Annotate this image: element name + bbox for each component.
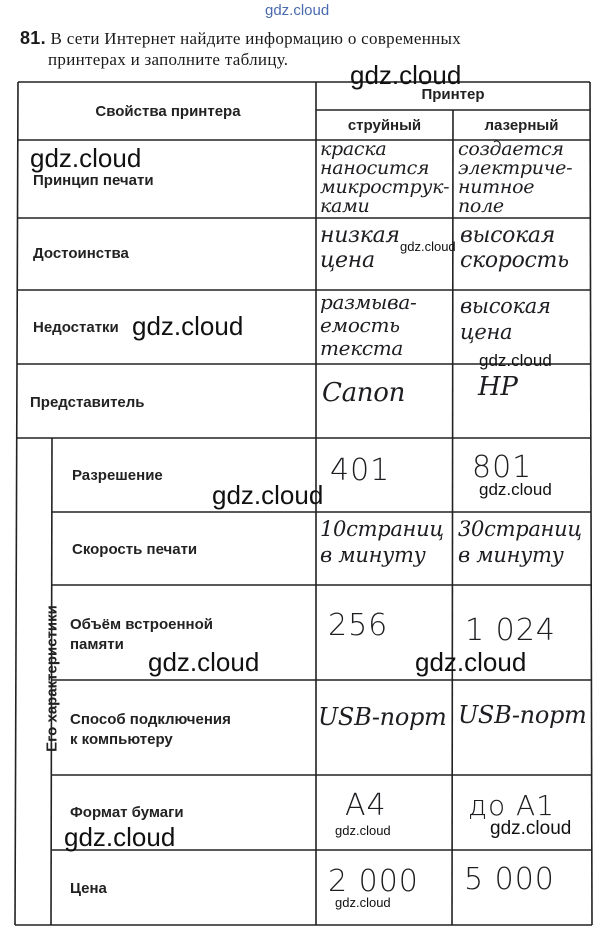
answer-laser-disadvantages: высокая цена — [460, 294, 551, 344]
row-label-resolution: Разрешение — [72, 467, 163, 484]
answer-laser-principle: создается электриче- нитное поле — [458, 138, 573, 217]
header-property: Свойства принтера — [95, 103, 241, 120]
answer-inkjet-price: 2 000 — [328, 864, 419, 899]
task-number: 81. — [20, 28, 46, 48]
header-inkjet: струйный — [347, 117, 422, 134]
group-label: Его характеристики — [43, 605, 61, 752]
watermark: gdz.cloud — [479, 480, 552, 499]
answer-laser-resolution: 801 — [472, 450, 533, 485]
watermark-top: gdz.cloud — [265, 2, 330, 19]
watermark: gdz.cloud — [400, 239, 456, 254]
header-printer: Принтер — [421, 86, 485, 103]
row-label-principle: Принцип печати — [33, 172, 154, 189]
watermark: gdz.cloud — [490, 818, 572, 839]
answer-inkjet-disadvantages: размыва- емость текста — [320, 290, 417, 360]
watermark: gdz.cloud — [132, 311, 244, 341]
row-label-memory: Объём встроенной памяти — [70, 616, 213, 653]
row-label-speed: Скорость печати — [72, 541, 198, 558]
answer-inkjet-memory: 256 — [328, 608, 389, 643]
row-label-disadvantages: Недостатки — [33, 319, 119, 336]
answer-laser-memory: 1 024 — [465, 613, 556, 648]
watermark: gdz.cloud — [335, 823, 391, 838]
answer-inkjet-representative: Canon — [322, 378, 406, 408]
row-label-paper-format: Формат бумаги — [70, 804, 184, 821]
watermark: gdz.cloud — [479, 351, 552, 370]
row-label-price: Цена — [70, 880, 107, 897]
answer-laser-speed: 30страниц в минуту — [458, 517, 582, 567]
answer-laser-advantages: высокая скорость — [460, 223, 569, 273]
watermark: gdz.cloud — [335, 895, 391, 910]
watermark: gdz.cloud — [148, 647, 260, 677]
answer-inkjet-paper-format: A4 — [345, 788, 387, 823]
task-line-2: принтерах и заполните таблицу. — [48, 50, 289, 69]
answer-laser-paper-format: до A1 — [468, 789, 555, 822]
watermark: gdz.cloud — [212, 480, 324, 510]
answer-laser-connection: USB-порт — [458, 701, 587, 729]
row-label-representative: Представитель — [30, 394, 145, 411]
row-label-advantages: Достоинства — [33, 245, 129, 262]
watermark: gdz.cloud — [64, 822, 176, 852]
answer-inkjet-speed: 10страниц в минуту — [320, 517, 444, 567]
watermark: gdz.cloud — [30, 143, 142, 173]
answer-inkjet-connection: USB-порт — [318, 703, 447, 731]
header-laser: лазерный — [484, 117, 559, 134]
watermark: gdz.cloud — [350, 60, 462, 90]
answer-laser-price: 5 000 — [464, 862, 555, 897]
answer-inkjet-principle: краска наносится микрострук- ками — [320, 138, 450, 217]
row-label-connection: Способ подключения к компьютеру — [70, 711, 231, 748]
answer-inkjet-resolution: 401 — [330, 453, 391, 488]
watermark: gdz.cloud — [415, 647, 527, 677]
task-line-1: В сети Интернет найдите информацию о современных — [50, 29, 462, 48]
answer-laser-representative: HP — [478, 372, 518, 402]
answer-inkjet-advantages: низкая цена — [320, 223, 400, 273]
